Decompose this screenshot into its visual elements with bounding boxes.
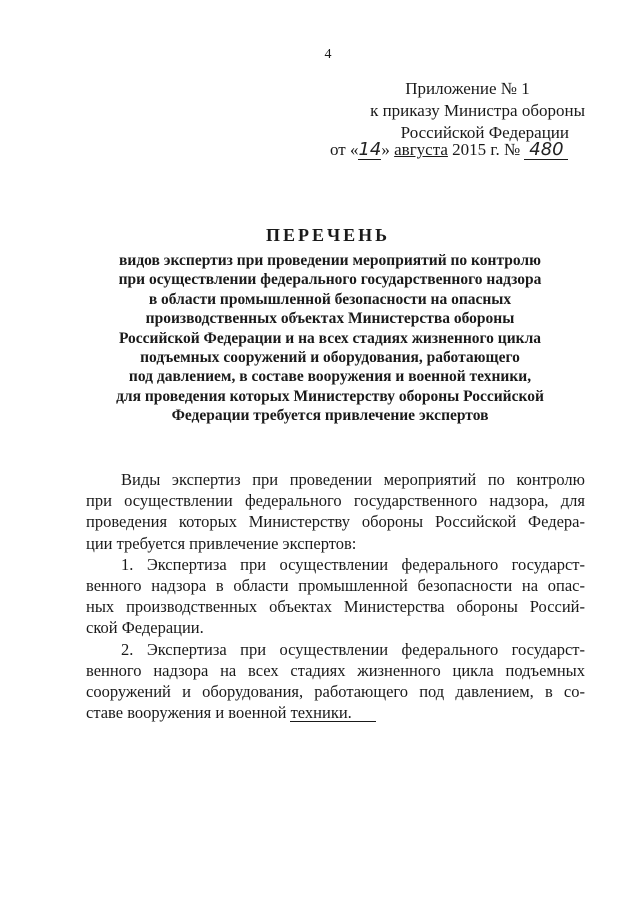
- body-line: венного надзора на всех стадиях жизненного цикла подъемных: [86, 660, 585, 680]
- date-year: 2015 г. №: [447, 140, 525, 159]
- body-line: ставе вооружения и военной техники.: [86, 703, 352, 723]
- appendix-order-ref: к приказу Министра обороны: [370, 101, 585, 120]
- body-line: при осуществлении федерального государственного надзора, для: [86, 491, 585, 511]
- date-day-handwritten: 14: [358, 139, 382, 160]
- body-line: ской Федерации.: [86, 618, 204, 638]
- body-line: Виды экспертиз при проведении мероприятий по контролю: [121, 470, 585, 489]
- document-heading: ПЕРЕЧЕНЬ: [265, 225, 391, 245]
- subheading-line: для проведения которых Министерству обороны Российской: [116, 387, 544, 405]
- closing-rule: [290, 721, 376, 722]
- date-mid: »: [381, 140, 395, 159]
- appendix-title: Приложение № 1: [405, 79, 530, 98]
- body-line: 2. Экспертиза при осуществлении федерального государст-: [121, 639, 585, 659]
- item-2-paragraph: [86, 639, 585, 724]
- subheading-line: Российской Федерации и на всех стадиях жизненного цикла: [118, 329, 542, 347]
- item-1-paragraph: [86, 554, 585, 639]
- date-month: августа: [394, 140, 448, 159]
- document-subheading: [60, 251, 600, 426]
- subheading-line: Федерации требуется привлечение экспертов: [171, 407, 489, 425]
- date-prefix: от «: [330, 140, 359, 159]
- intro-paragraph: [86, 469, 585, 554]
- subheading-line: при осуществлении федерального государственного надзора: [118, 271, 542, 289]
- body-line: 1. Экспертиза при осуществлении федерального государст-: [121, 554, 585, 574]
- order-date-line: [330, 140, 590, 160]
- subheading-line: производственных объектах Министерства обороны: [145, 310, 515, 328]
- appendix-federation: Российской Федерации: [400, 123, 569, 142]
- order-number-handwritten: 480: [524, 141, 568, 160]
- body-line: ных производственных объектах Министерства обороны Россий-: [86, 597, 585, 617]
- body-line: ции требуется привлечение экспертов:: [86, 533, 357, 553]
- document-body: [86, 469, 585, 723]
- subheading-line: в области промышленной безопасности на опасных: [148, 290, 512, 308]
- body-line: венного надзора в области промышленной безопасности на опас-: [86, 576, 585, 596]
- subheading-line: подъемных сооружений и оборудования, работающего: [140, 349, 520, 367]
- body-line: проведения которых Министерству обороны Российской Федера-: [86, 512, 585, 532]
- page-number: 4: [324, 47, 332, 62]
- body-line: сооружений и оборудования, работающего под давлением, в со-: [86, 682, 585, 702]
- subheading-line: видов экспертиз при проведении мероприятий по контролю: [119, 252, 541, 269]
- appendix-block: [320, 78, 585, 144]
- subheading-line: под давлением, в составе вооружения и военной техники,: [128, 368, 532, 386]
